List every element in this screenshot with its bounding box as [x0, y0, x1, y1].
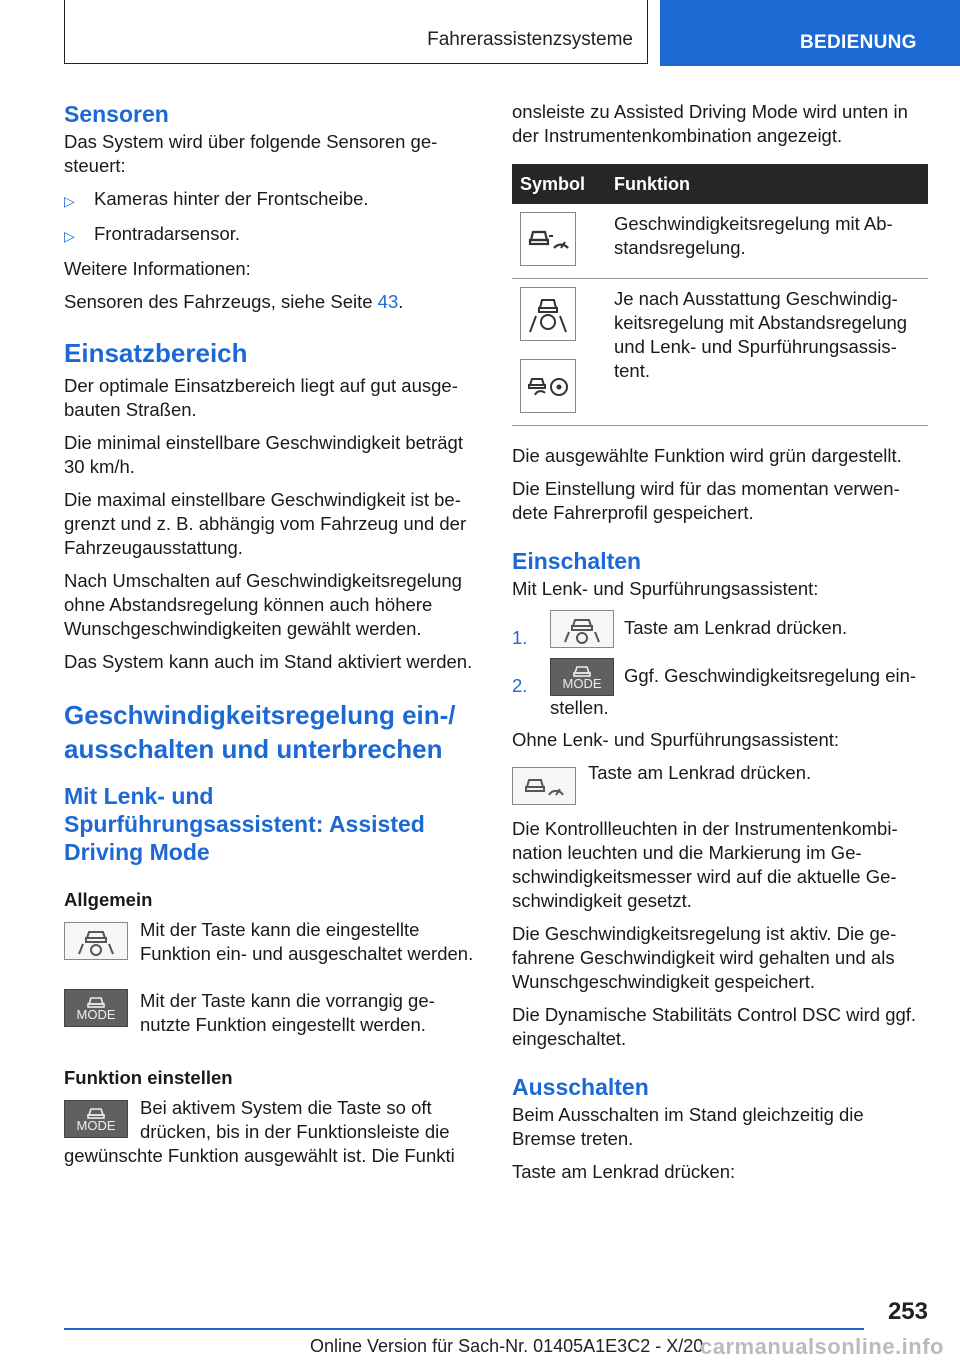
- triangle-bullet-icon: ▷: [64, 228, 75, 244]
- symbol-cell: [512, 204, 606, 279]
- left-column: [64, 100, 476, 1177]
- mode-button-icon: [550, 658, 614, 696]
- step-body: [550, 610, 928, 650]
- reference-text: Sensoren des Fahrzeugs, siehe Seite: [64, 291, 378, 312]
- dsc-paragraph: Die Dynamische Stabilitäts Control DSC wird ggf. eingeschaltet.: [512, 1004, 917, 1049]
- table-header-symbol: Symbol: [512, 164, 606, 204]
- allgemein-heading: Allgemein: [64, 889, 153, 910]
- stand-paragraph: Beim Ausschalten im Stand gleichzeitig die Bremse treten.: [512, 1104, 864, 1149]
- table-row: [512, 204, 928, 279]
- funktion-paragraph: Bei aktivem System die Taste so oft drücken, bis in der Funktionsleiste die gewünschte Funktion ausgewählt ist. Die Funkti: [64, 1097, 455, 1166]
- page-number: 253: [887, 1298, 928, 1325]
- header-chapter-tab: [660, 0, 960, 66]
- gruen-paragraph: Die ausgewählte Funktion wird grün dargestellt.: [512, 445, 902, 466]
- cruise-button-icon: [512, 767, 576, 805]
- triangle-bullet-icon: ▷: [64, 193, 75, 209]
- cruise-steering-icon: [520, 359, 576, 413]
- sensoren-intro: Das System wird über folgende Sensoren gesteuert:: [64, 131, 438, 176]
- page-link[interactable]: 43: [377, 291, 399, 312]
- step-number: 2.: [512, 675, 528, 696]
- funktion-cell: Geschwindigkeitsregelung mit Abstandsregelung.: [606, 204, 928, 279]
- reference-end: .: [398, 291, 404, 312]
- ohne-lenk-paragraph: Ohne Lenk- und Spurführungsassistent:: [512, 729, 840, 750]
- profil-paragraph: Die Einstellung wird für das momentan verwendete Fahrerprofil gespeichert.: [512, 478, 900, 523]
- funktion-cell: Je nach Ausstattung Geschwindigkeitsregelung mit Abstandsregelung und Lenk- und Spurführungsassistent.: [606, 279, 928, 426]
- assist-button-icon: [64, 922, 128, 960]
- mode-label: MODE: [562, 675, 602, 691]
- allgemein-paragraph: Mit der Taste kann die eingestellte Funktion ein- und ausgeschaltet werden.: [140, 919, 474, 964]
- bullet-text: Kameras hinter der Frontscheibe.: [94, 188, 369, 209]
- geschwindigkeitsregelung-heading: Geschwindigkeitsregelung ein-/ ausschalten und unterbrechen: [64, 700, 456, 764]
- taste-paragraph: Taste am Lenkrad drücken:: [512, 1161, 736, 1182]
- mode-label: MODE: [76, 1006, 116, 1022]
- einschalten-heading: Einschalten: [512, 548, 642, 574]
- symbol-cell: [512, 279, 606, 426]
- continuation-paragraph: onsleiste zu Assisted Driving Mode wird unten in der Instrumentenkombination angezeigt.: [512, 101, 908, 146]
- einsatz-paragraph: Die maximal einstellbare Geschwindigkeit ist begrenzt und z. B. abhängig vom Fahrzeug und der Fahrzeugausstattung.: [64, 489, 467, 558]
- kontroll-paragraph: Die Kontrollleuchten in der Instrumentenkombination leuchten und die Markierung im Geschwindigkeitsmesser wird auf die aktuelle Geschwindigkeit gesetzt.: [512, 818, 898, 911]
- funktion-einstellen-heading: Funktion einstellen: [64, 1067, 233, 1088]
- header-section-box: [64, 0, 648, 64]
- right-column: [512, 100, 928, 1193]
- aktiv-paragraph: Die Geschwindigkeitsregelung ist aktiv. Die gefahrene Geschwindigkeit wird gehalten und als Wunschgeschwindigkeit gespeichert.: [512, 923, 897, 992]
- mode-button-icon: [64, 989, 128, 1027]
- step-number: 1.: [512, 627, 528, 648]
- assisted-driving-heading: Mit Lenk- und Spurführungsassistent: Assisted Driving Mode: [64, 783, 425, 865]
- ohne-step-text: Taste am Lenkrad drücken.: [588, 762, 812, 783]
- einsatzbereich-heading: Einsatzbereich: [64, 338, 248, 368]
- watermark: carmanualsonline.info: [700, 1334, 944, 1359]
- bullet-text: Frontradarsensor.: [94, 223, 241, 244]
- symbol-table: [512, 164, 928, 426]
- bullet-item: [64, 187, 476, 213]
- einsatz-paragraph: Nach Umschalten auf Geschwindigkeitsregelung ohne Abstandsregelung können auch höhere Wunschgeschwindigkeiten gewählt werden.: [64, 570, 462, 639]
- footer-online-version: Online Version für Sach-Nr. 01405A1E3C2 - X/20: [310, 1336, 704, 1356]
- assist-button-icon: [550, 610, 614, 648]
- einsatz-paragraph: Der optimale Einsatzbereich liegt auf gut ausgebauten Straßen.: [64, 375, 458, 420]
- ausschalten-heading: Ausschalten: [512, 1074, 649, 1100]
- step-item: [512, 610, 928, 650]
- mode-button-icon: [64, 1100, 128, 1138]
- mit-lenk-paragraph: Mit Lenk- und Spurführungsassistent:: [512, 578, 819, 599]
- footer-rule: [64, 1328, 864, 1330]
- step-body: [550, 658, 928, 720]
- sensoren-heading: Sensoren: [64, 101, 169, 127]
- cruise-distance-icon: [520, 212, 576, 266]
- step-item: [512, 658, 928, 720]
- einsatz-paragraph: Das System kann auch im Stand aktiviert werden.: [64, 651, 473, 672]
- mode-label: MODE: [76, 1117, 116, 1133]
- step-text: Taste am Lenkrad drücken.: [624, 616, 848, 638]
- header-section-title: Fahrerassistenzsysteme: [427, 29, 633, 50]
- einsatz-paragraph: Die minimal einstellbare Geschwindigkeit beträgt 30 km/h.: [64, 432, 463, 477]
- step-text: Ggf. Geschwindigkeitsregelung einstellen.: [550, 664, 917, 718]
- table-row: [512, 279, 928, 426]
- sensoren-reference: [64, 290, 476, 314]
- weitere-informationen: Weitere Informationen:: [64, 258, 251, 279]
- table-header-funktion: Funktion: [606, 164, 928, 204]
- bullet-item: [64, 222, 476, 248]
- steering-assist-icon: [520, 287, 576, 341]
- allgemein-paragraph: Mit der Taste kann die vorrangig genutzte Funktion eingestellt werden.: [140, 990, 435, 1035]
- header-chapter-title: BEDIENUNG: [800, 32, 917, 53]
